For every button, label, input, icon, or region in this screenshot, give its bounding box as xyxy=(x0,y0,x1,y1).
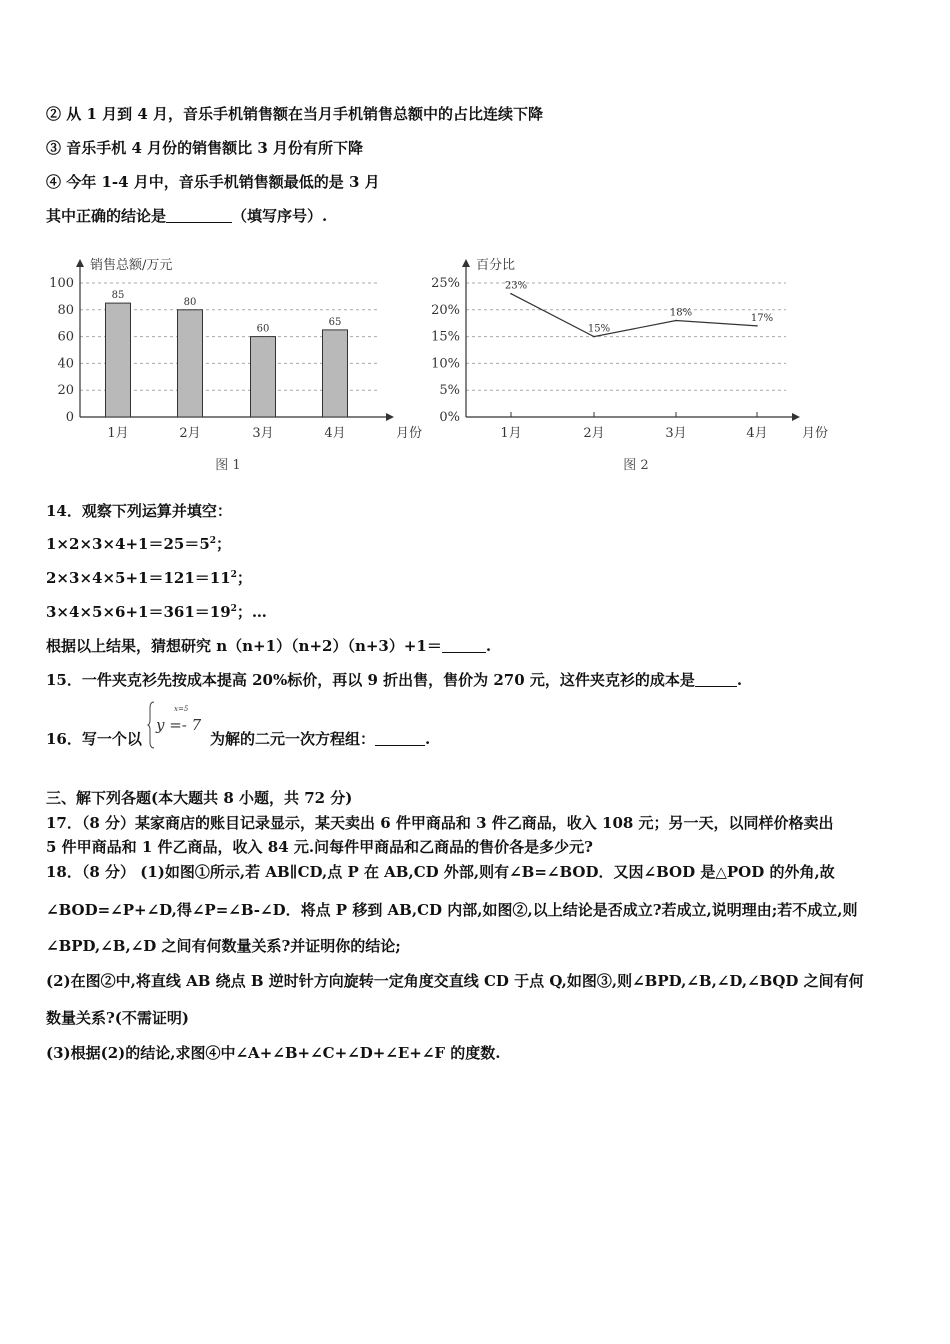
line-chart-figure-2 xyxy=(420,245,830,480)
y-tick-label: 60 xyxy=(57,329,74,345)
punct: ；… xyxy=(236,603,267,621)
data-label: 15% xyxy=(587,323,611,335)
q14-line-1-expr: 1×2×3×4+1＝25＝5 xyxy=(46,535,210,553)
data-point xyxy=(510,293,512,295)
y-tick-label: 20% xyxy=(431,302,460,318)
x-tick-label: 4月 xyxy=(746,426,768,441)
q14-line-2 xyxy=(46,567,252,588)
data-label: 65 xyxy=(328,316,342,328)
y-tick-label: 100 xyxy=(49,276,74,291)
statement-3: ③ 音乐手机 4 月份的销售额比 3 月份有所下降 xyxy=(46,139,363,157)
q14-line-3-expr: 3×4×5×6+1＝361＝19 xyxy=(46,603,231,621)
x-tick-label: 4月 xyxy=(324,426,346,441)
bar xyxy=(323,330,348,417)
q14-line-1 xyxy=(46,533,231,554)
q16-text: 为解的二元一次方程组： xyxy=(210,730,376,748)
q14-guess xyxy=(46,635,491,656)
system-eq-bottom: y =- 7 xyxy=(156,716,202,734)
y-axis-arrow-icon xyxy=(462,259,470,267)
statement-2: ② 从 1 月到 4 月，音乐手机销售额在当月手机销售总额中的占比连续下降 xyxy=(46,105,543,123)
q17-line-1: 17．（8 分）某家商店的账目记录显示，某天卖出 6 件甲商品和 3 件乙商品，收入 108 元；另一天，以同样价格卖出 xyxy=(46,814,834,832)
x-tick-label: 1月 xyxy=(107,426,129,441)
conclusion-text: 其中正确的结论是 xyxy=(46,207,167,225)
q18-line-5: 数量关系?(不需证明) xyxy=(46,1009,189,1027)
q17-line-2: 5 件甲商品和 1 件乙商品，收入 84 元.问每件甲商品和乙商品的售价各是多少元? xyxy=(46,838,593,856)
y-tick-label: 10% xyxy=(431,356,460,372)
data-point xyxy=(593,336,595,338)
bar-chart-figure-1 xyxy=(30,245,423,480)
punct: . xyxy=(736,671,743,689)
y-axis-arrow-icon xyxy=(76,259,84,267)
x-tick-label: 2月 xyxy=(179,426,201,441)
q16-suffix xyxy=(210,728,430,749)
x-tick-label: 3月 xyxy=(665,426,687,441)
chart-title: 销售总额/万元 xyxy=(90,258,173,273)
conclusion-hint: （填写序号）. xyxy=(232,207,328,225)
q15-text: 15．一件夹克衫先按成本提高 20%标价，再以 9 折出售，售价为 270 元，这件夹克衫的成本是 xyxy=(46,671,695,689)
x-axis-arrow-icon xyxy=(792,413,800,421)
statement-4: ④ 今年 1-4 月中，音乐手机销售额最低的是 3 月 xyxy=(46,173,380,191)
q18-line-2: ∠BOD=∠P+∠D,得∠P=∠B-∠D．将点 P 移到 AB,CD 内部,如图②,以上结论是否成立?若成立,说明理由;若不成立,则 xyxy=(46,901,858,919)
data-label: 60 xyxy=(256,323,270,335)
data-label: 85 xyxy=(111,290,125,302)
exponent: 2 xyxy=(230,570,237,580)
q18-line-4: (2)在图②中,将直线 AB 绕点 B 逆时针方向旋转一定角度交直线 CD 于点 Q,如图③,则∠BPD,∠B,∠D,∠BQD 之间有何 xyxy=(46,972,864,990)
y-tick-label: 20 xyxy=(57,383,74,399)
y-tick-label: 25% xyxy=(431,276,460,291)
data-point xyxy=(756,325,758,327)
data-label: 23% xyxy=(504,280,528,292)
x-tick-label: 1月 xyxy=(500,426,522,441)
q18-line-3: ∠BPD,∠B,∠D 之间有何数量关系?并证明你的结论; xyxy=(46,937,401,955)
figure-caption: 图 2 xyxy=(623,458,649,473)
figure-caption: 图 1 xyxy=(215,458,241,473)
brace-icon xyxy=(148,702,154,748)
q14-answer-blank[interactable] xyxy=(442,638,486,653)
y-tick-label: 40 xyxy=(57,356,74,372)
section-3-heading: 三、解下列各题(本大题共 8 小题，共 72 分) xyxy=(46,789,353,807)
q14-line-3 xyxy=(46,601,267,622)
q16-answer-blank[interactable] xyxy=(375,731,425,746)
y-tick-label: 15% xyxy=(431,329,460,345)
y-tick-label: 5% xyxy=(439,383,460,399)
q14-guess-text: 根据以上结果，猜想研究 n（n+1）（n+2）（n+3）+1＝ xyxy=(46,637,442,655)
q18-line-6: (3)根据(2)的结论,求图④中∠A+∠B+∠C+∠D+∠E+∠F 的度数. xyxy=(46,1044,501,1062)
x-axis-label: 月份 xyxy=(396,426,423,441)
system-eq-top: x=5 xyxy=(174,705,189,713)
bar xyxy=(178,310,203,417)
q14-title: 14．观察下列运算并填空： xyxy=(46,502,232,520)
answer-blank[interactable] xyxy=(166,208,232,223)
data-label: 80 xyxy=(183,296,197,308)
equation-system xyxy=(148,700,208,750)
conclusion-line xyxy=(46,205,327,226)
exponent: 2 xyxy=(230,604,237,614)
x-axis-label: 月份 xyxy=(802,426,829,441)
data-label: 17% xyxy=(750,312,774,324)
punct: . xyxy=(485,637,492,655)
q14-line-2-expr: 2×3×4×5+1＝121＝11 xyxy=(46,569,231,587)
punct: . xyxy=(425,730,431,748)
y-tick-label: 0% xyxy=(439,410,460,425)
x-axis-arrow-icon xyxy=(386,413,394,421)
x-tick-label: 3月 xyxy=(252,426,274,441)
y-tick-label: 80 xyxy=(57,302,74,318)
q15-answer-blank[interactable] xyxy=(695,672,737,687)
series-line xyxy=(511,294,757,337)
bar xyxy=(251,337,276,417)
q18-line-1: 18．（8 分） (1)如图①所示,若 AB∥CD,点 P 在 AB,CD 外部,则有∠B=∠BOD．又因∠BOD 是△POD 的外角,故 xyxy=(46,863,835,881)
chart-title: 百分比 xyxy=(476,258,516,273)
q16-prefix: 16．写一个以 xyxy=(46,730,142,748)
punct: ； xyxy=(236,569,252,587)
bar xyxy=(106,303,131,417)
exponent: 2 xyxy=(209,536,217,546)
data-label: 18% xyxy=(669,307,693,319)
punct: ； xyxy=(216,535,232,553)
x-tick-label: 2月 xyxy=(583,426,605,441)
data-point xyxy=(675,320,677,322)
q15 xyxy=(46,669,742,690)
y-tick-label: 0 xyxy=(65,410,74,425)
